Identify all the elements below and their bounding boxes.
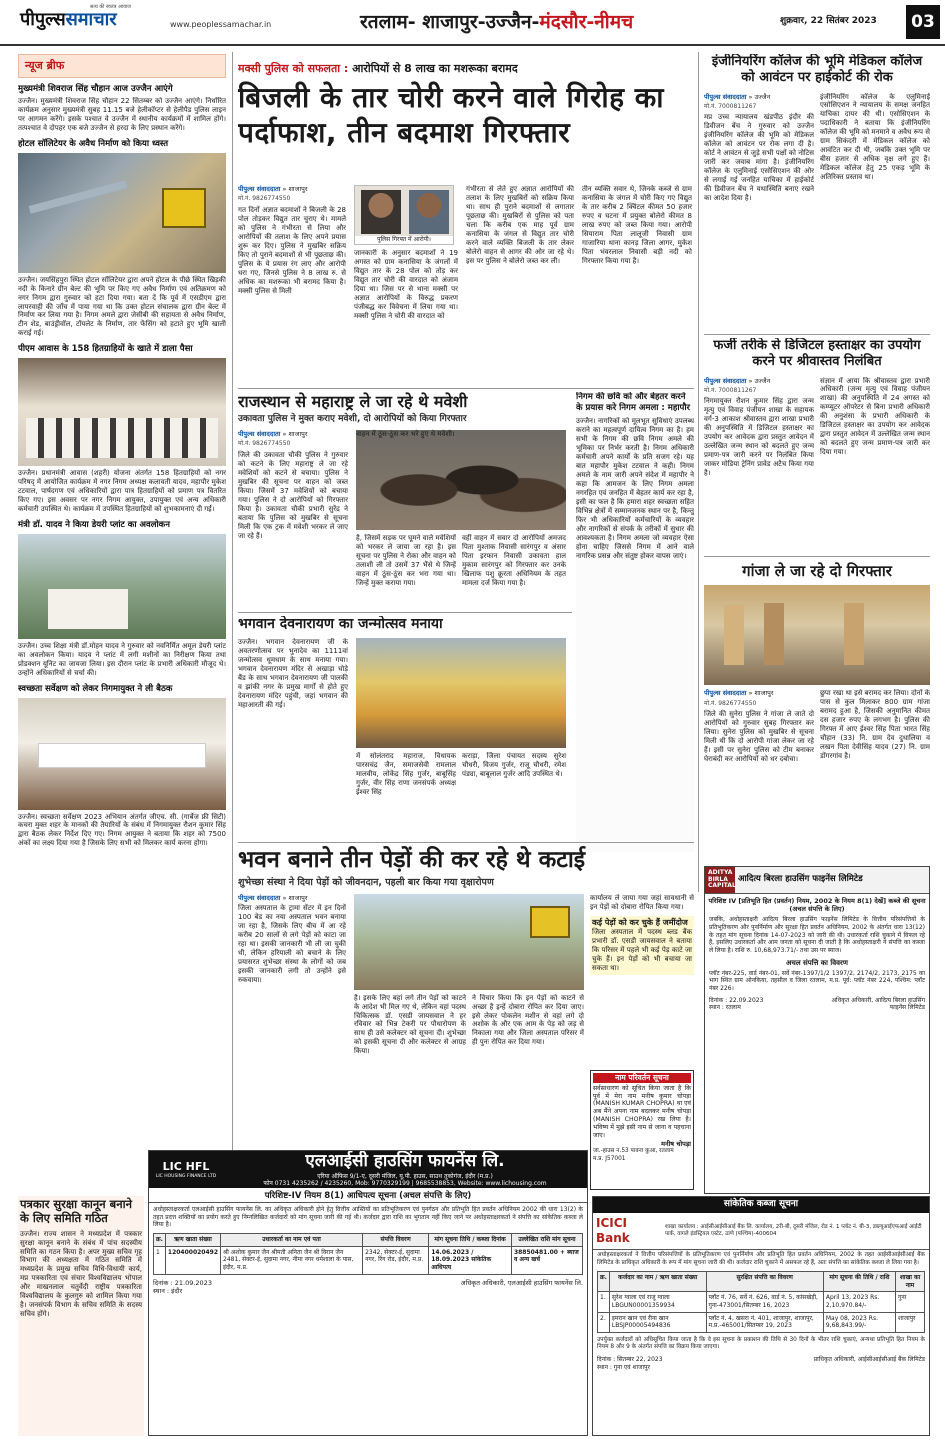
forgery-story: फर्जी तरीके से डिजिटल हस्ताक्षर का उपयोग करने पर श्रीवास्तव निलंबित पीपुल्स संवाददाता » उज्जैन मो.नं. 7000811267 निगमायुक्त रौशन कुमार सिंह द्वारा जन्म मृत्यु एवं विवाह पंजीयन शाखा के सहायक वर्ग-3 आकाश श्रीवास्तव द्वारा शाखा प्रभारी की अनुपस्थिति में डिजिटल हस्ताक्षर का उपयोग कर आवेदक द्वारा प्रस्तुत आवेदन में उल्लेखित जन्म स्थान को बदलते हुए जन्म प्रमाण-पत्र जारी करने पर निलंबित किया जाकर मोडिया ट्रेनिंग प्रावेड अटैच किया गया है। संज्ञान में आया कि श्रीवास्तव द्वारा प्रभारी अधिकारी (जन्म मृत्यु एवं विवाह पंजीयन शाखा) की अनुपस्थिति में 24 अगस्त को कम्प्यूटर ऑपरेटर से बिना प्रभारी अधिकारी की अनुशंसा के प्रभारी अधिकारी के डिजिटल हस्ताक्षर का उपयोग कर आवेदक द्वारा प्रस्तुत आवेदन में उल्लेखित जन्म स्थान को बदलते हुए जन्म प्रमाण-पत्र जारी कर दिया गया। (704, 338, 930, 478)
demolition-photo (18, 153, 226, 273)
aditya-birla-notice: ADITYA BIRLA CAPITAL आदित्य बिरला हाउसिंग फाइनेंस लिमिटेड परिशिष्ट IV [प्रतिभूति हित (प्रवर्तन) नियम, 2002 के नियम 8(1) देखें] कब्जे की सूचना (अचल संपत्ति के लिए) जबकि, अधोहस्ताक्षरी आदित्य बिरला हाउसिंग फाइनेंस लिमिटेड के वित्तीय परिसंपत्तियों के प्रतिभूतिकरण और पुनर्निर्माण और सुरक्षा हित प्रवर्तन अधिनियम, 2002 के अंतर्गत धारा 13(12) के तहत मांग सूचना दिनांक 14-07-2023 को जारी की थी। उधारकर्ता राशि चुकाने में विफल रहे हैं, इसलिए उधारकर्ता और आम जनता को सूचना दी जाती है कि अधोहस्ताक्षरी ने संपत्ति का कब्जा ले लिया है। राशि रु. 10,68,973.71/- तथा उस पर ब्याज। अचल संपत्ति का विवरण प्लॉट नंबर-225, वार्ड नंबर-01, सर्वे नंबर-1397/1/2 1397/2, 2174/2, 2173, 2175 का भाग स्थित ग्राम ओनकिया, तहसील व जिला रतलाम, म.प्र. पूर्व: प्लॉट नंबर 224, पश्चिम: प्लॉट नंबर 226। दिनांक : 22.09.2023 स्थान : रतलाम अधिकृत अधिकारी, आदित्य बिरला हाउसिंग फाइनेंस लिमिटेड (704, 866, 930, 1194)
ganja-headline: गांजा ले जा रहे दो गिरफ्तार (742, 562, 892, 580)
masthead (0, 0, 945, 46)
logo-text-b: समाचार (65, 9, 117, 30)
icici-table: क्र. कर्जदार का नाम / ऋण खाता संख्या सुरक्षित संपत्ति का विवरण मांग सूचना की तिथि / राशि शाखा का नाम 1. सुरेश ग्वाला एवं राजू ग्वाला LBGUN00001359934 प्लॉट नं. 76, सर्वे नं. 626, वार्ड नं. 5, कांसखेड़ी, गुना-473001/सितम्बर 16, 2023 April 13, 2023 Rs. 2,10,970.84/- गुना 2. इमरान खान एवं रीना खान LBSJP00005494836 प्लॉट नं. 4, खसरा नं. 401, शाजापुर, शाजापुर, म.प्र.-465001/सितम्बर 19, 2023 May 08, 2023 Rs. 9,68,843.99/- शाजापुर (597, 1271, 925, 1333)
edition-title: रतलाम- शाजापुर-उज्जैन-मंदसौर-नीमच (360, 11, 634, 33)
meeting-photo (18, 698, 226, 810)
tree-replant-photo (354, 894, 584, 990)
brief-item: होटल सॉलिटेयर के अवैध निर्माण को किया ध्वस्त उज्जैन। जयसिंहपुरा स्थित होटल सॉलिटेयर द्वारा अपने होटल के पीछे स्थित खिड़की नदी के किनारे ग्रीन बेल्ट की भूमि पर किए गए अवैध निर्माण एवं अतिक्रमण को नगर निगम द्वारा गुरुवार को हटा दिया गया। बता दें कि पूर्व में एसडीएम द्वारा लापरवाही की जाँच में पाया गया था कि उक्त होटल संचालक द्वारा ग्रीन बेल्ट में निर्माण कर लिया गया है। निगम अमले द्वारा जेसीबी की सहायता से अवैध निर्माण, टीन शेड, बाउंड्रीवॉल, टॉयलेट के निर्माण, तार फेंसिंग को हटाते हुए भूमि खाली कराई गई। (18, 138, 226, 338)
icici-notice: सांकेतिक कब्जा सूचना ICICI Bank शाखा कार्यालय : आईसीआईसीआई बैंक लि. कार्यालय, 2री-बी, दूसरी मंजिल, रोड नं. 1 प्लॉट नं. बी-3, डब्ल्यूआईएफआई आईटी पार्क, वागले इंडस्ट्रियल एस्टेट, ठाणे (पश्चिम)-400604 अधोहस्ताक्षरकर्ता ने वित्तीय परिसंपत्तियों के प्रतिभूतिकरण एवं पुनर्निर्माण और प्रतिभूति हित प्रवर्तन अधिनियम, 2002 के तहत आईसीआईसीआई बैंक लिमिटेड के प्राधिकृत अधिकारी के रूप में मांग सूचना जारी की थी। कर्जदार राशि चुकाने में असफल रहे हैं, अतः संपत्ति का सांकेतिक कब्जा ले लिया गया है। क्र. कर्जदार का नाम / ऋण खाता संख्या सुरक्षित संपत्ति का विवरण मांग सूचना की तिथि / राशि शाखा का नाम 1. सुरेश ग्वाला एवं राजू ग्वाला LBGUN00001359934 प्लॉट नं. 76, सर्वे नं. 626, वार्ड नं. 5, कांसखेड़ी, गुना-473001/सितम्बर 16, 2023 April 13, 2023 Rs. 2,10,970.84/- गुना 2. इमरान खान एवं रीना खान LBSJP00005494836 प्लॉट नं. 4, खसरा नं. 401, शाजापुर, शाजापुर, म.प्र.-465001/सितम्बर 19, 2023 May 08, 2023 Rs. 9,68,843.99/- शाजापुर उपर्युक्त कर्जदारों को अधिसूचित किया जाता है कि वे इस सूचना के प्रकाशन की तिथि से 30 दिनों के भीतर राशि चुकाएं, अन्यथा प्रतिभूति हित नियम के नियम 8 और 9 के अंतर्गत संपत्ति का विक्रय किया जाएगा। दिनांक : सितम्बर 22, 2023 स्थान : गुना एवं शाजापुर प्राधिकृत अधिकारी, आईसीआईसीआई बैंक लिमिटेड (592, 1196, 930, 1436)
lead-byline: पीपुल्स संवाददाता » शाजापुर (238, 185, 308, 193)
lead-mobile: मो.नं. 9826774550 (238, 195, 291, 203)
brief-item: पीएम आवास के 158 हितग्राहियों के खाते में डाला पैसा उज्जैन। प्रधानमंत्री आवास (शहरी) योजना अंतर्गत 158 हितग्राहियों को नगर परिषद् में आयोजित कार्यक्रम में नगर निगम अध्यक्ष कलावती यादव, महापौर मुकेश टटवाल, पार्षदगण एवं अधिकारियों द्वारा पात्र हितग्राहियों को प्रमाण पत्र वितरित किए गए। इस अवसर पर नगर निगम आयुक्त, उपायुक्त एवं अन्य अधिकारी कर्मचारी उपस्थित थे। कार्यक्रम में उपस्थित हितग्राहियों को शुभकामनाएं दी गईं। (18, 344, 226, 513)
cattle-headline: राजस्थान से महाराष्ट्र ले जा रहे थे मवेशी (238, 392, 468, 411)
brief-item: मंत्री डॉ. यादव ने किया डेयरी प्लांट का अवलोकन उज्जैन। उच्च शिक्षा मंत्री डॉ.मोहन यादव ने गुरुवार को नवनिर्मित अमूल डेयरी प्लांट का अवलोकन किया। यादव ने प्लांट में लगी मशीनों का निरीक्षण किया तथा प्रोडक्शन यूनिट का जायजा लिया। इस दौरान प्लांट के प्रभारी अधिकारी मौजूद थे। उन्होंने अधिकारियों से चर्चा की। (18, 519, 226, 677)
accused-photo: पुलिस गिरफ्त में आरोपी। (354, 185, 454, 245)
nigam-story: निगम की छवि को और बेहतर करने के प्रयास करे निगम अमला : महापौर उज्जैन। नागरिकों को मूलभूत सुविधाएं उपलब्ध कराने का महत्वपूर्ण दायित्व निगम का है। हम सभी के निगम की छवि निगम अमले की भूमिका पर निर्भर करती है। निगम अधिकारी कर्मचारी अपने कार्यों के प्रति सजग रहे। यह बात महापौर मुकेश टटवाल ने कही। निगम अमले के नाम जारी अपने संदेश में महापौर ने कहा कि आमजन के लिए निगम अमला नगरहित एवं जनहित में बेहतर कार्य कर रहा है, इसी का फल है कि हमारा शहर स्वच्छता सहित विभिन्न क्षेत्रों में सम्मानजनक स्थान पर है, किन्तु फिर भी अधिकारियों कर्मचारियों के व्यवहार और नागरिकों से संपर्क के तरीकों में सुधार की आवश्यकता है। निगम अमला जो व्यवहार ऐसा होना चाहिए जिससे निगम में आने वाले नागरिक प्रसन्न और संतुष्ट होकर वापस जाएं। (576, 392, 694, 852)
lichfl-table: क्र. ऋण खाता संख्या उधारकर्ता का नाम एवं पता संपत्ति विवरण मांग सूचना तिथि / कब्जा दिनांक उल्लेखित राशि मांग सूचना 1 120400020492 श्री अशोक कुमार जैन श्रीमती अनिता जैन श्री विरान जैन 2481, सेक्टर-ई, सुदामा नगर, नीमा नगर धर्मशाला के पास, इंदौर, म.प्र. 2342, सेक्टर-ई, सुदामा नगर, रिंग रोड, इंदौर, म.प्र. 14.06.2023 / 18.09.2023 सांकेतिक आधिपत्य 38850481.00 + ब्याज व अन्य खर्च (153, 1233, 583, 1275)
devnarayan-headline: भगवान देवनारायण का जन्मोत्सव मनाया (238, 616, 443, 632)
lichfl-notice: LIC HFL LIC HOUSING FINANCE LTD एलआईसी हाउसिंग फायनेंस लि. एरिया ऑफिस 9/1-ए, दूसरी मंजिल, यू.पी. हाउस, साउथ तुकोगंज, इंदौर (म.प्र.) फोन 0731 4235262 / 4235260, Mob: 9770329199 | 9685538853, Website: www.lichousing.com परिशिष्ट-IV नियम 8(1) आधिपत्य सूचना (अचल संपत्ति के लिए) अधोहस्ताक्षरकर्ता एलआईसी हाउसिंग फायनेंस लि. का अधिकृत अधिकारी होने हेतु वित्तीय आस्तियों का प्रतिभूतिकरण एवं पुनर्गठन और प्रतिभूति हित प्रवर्तन अधिनियम 2002 की धारा 13(2) के तहत प्रदत्त शक्तियों का प्रयोग करते हुए निम्नलिखित कर्जदारों को मांग सूचना जारी की गई थी। कर्जदार द्वारा राशि का भुगतान नहीं किए जाने पर अधोहस्ताक्षरकर्ता ने संपत्ति का सांकेतिक कब्जा ले लिया है। क्र. ऋण खाता संख्या उधारकर्ता का नाम एवं पता संपत्ति विवरण मांग सूचना तिथि / कब्जा दिनांक उल्लेखित राशि मांग सूचना 1 120400020492 श्री अशोक कुमार जैन श्रीमती अनिता जैन श्री विरान जैन 2481, सेक्टर-ई, सुदामा नगर, नीमा नगर धर्मशाला के पास, इंदौर, म.प्र. 2342, सेक्टर-ई, सुदामा नगर, रिंग रोड, इंदौर, म.प्र. 14.06.2023 / 18.09.2023 सांकेतिक आधिपत्य 38850481.00 + ब्याज व अन्य खर्च दिनांक : 21.09.2023 स्थान : इंदौर अधिकृत अधिकारी, एलआईसी हाउसिंग फायनेंस लि. (148, 1150, 588, 1436)
journalist-headline: पत्रकार सुरक्षा कानून बनाने के लिए समिति गठित (20, 1197, 132, 1225)
pm-awas-photo (18, 358, 226, 466)
website-link[interactable]: www.peoplessamachar.in (170, 20, 272, 29)
brief-item: मुख्यमंत्री शिवराज सिंह चौहान आज उज्जैन आएंगे उज्जैन। मुख्यमंत्री शिवराज सिंह चौहान 22 सितम्बर को उज्जैन आएंगे। निर्धारित कार्यक्रम अनुसार मुख्यमंत्री सुबह 11.15 बजे हेलीकॉप्टर से हेलीपैड पुलिस लाइन पर आगमन करेंगे। इसके पश्चात वे उज्जैन में स्थानीय कार्यक्रमों में शामिल होंगे। तत्पश्चात वे दोपहर एक बजे उज्जैन से हरदा के लिए प्रस्थान करेंगे। (18, 84, 226, 132)
dairy-plant-photo (18, 534, 226, 639)
trees-subhead: शुभेच्छा संस्था ने दिया पेड़ों को जीवनदान, पहली बार किया गया वृक्षारोपण (238, 877, 494, 889)
brief-item: स्वच्छता सर्वेक्षण को लेकर निगमायुक्त ने ली बैठक उज्जैन। स्वच्छता सर्वेक्षण 2023 अभियान अंतर्गत जीएच. सी. (गार्बेज फ्री सिटी) कचरा मुक्त शहर के मानकों की तैयारियों के संबंध में निगमायुक्त रौशन कुमार सिंह द्वारा बैठक लेकर निर्देश दिए गए। निगम आयुक्त ने बताया कि शहर को 7500 अंकों का लक्ष्य दिया गया है जिसके लिए सभी को मिलकर कार्य करना होगा। (18, 683, 226, 848)
devnarayan-story: भगवान देवनारायण का जन्मोत्सव मनाया उज्जैन। भगवान देवनारायण जी के अवतरणोत्सव पर भुनादेव का 1111वां जन्मोत्सव धूमधाम के साथ मनाया गया। भगवान देवनारायण मंदिर से अखाड़ा घोड़े बैंड के साथ भगवान देवनारायण जी पालकी व झांकी नगर के प्रमुख मार्गों से होते हुए देवनारायण मंदिर पहुंची, जहां भगवान की महाआरती की गई। में सोलंतराद महाराज, विधायक पारसचंद्र जैन, समाजसेवी रामलाल मालवीय, लोकेंद्र सिंह गुर्जर, बाबूसिंह गुर्जर, वीर सिंह राणा जनसंपर्क अध्यक्ष ईश्वर सिंह कराड़ा, जिला पंचायत सदस्य सुरेश चौधरी, विजय गुर्जर, राजू चौधरी, रमेश पंड्या, बाबूलाल गुर्जर आदि उपस्थित थे। (238, 616, 566, 796)
cattle-subhead: उकावता पुलिस ने मुक्त कराए मवेशी, दो आरोपियों को किया गिरफ्तार (238, 414, 467, 425)
trees-story: भवन बनाने तीन पेड़ों की कर रहे थे कटाई शुभेच्छा संस्था ने दिया पेड़ों को जीवनदान, पहली बार किया गया वृक्षारोपण पीपुल्स संवाददाता » शाजापुर जिला अस्पताल के ट्रामा सेंटर में इन दिनों 100 बेड का नया अस्पताल भवन बनाया जा रहा है, जिसके लिए बीच में आ रहे करीब 20 सालों से लगे पेड़ों को काटा जा रहा था। इसकी जानकारी भी ली जा चुकी थी, लेकिन हरियाली को बचाने के लिए प्रयासरत शुभेच्छा संस्था के लोगों को जब इसकी जानकारी लगी तो उन्होंने इसे रुकवाया। है। इसके लिए बहां लगे तीन पेड़ों को काटने के आदेश भी मिल गए थे, लेकिन वहां पदस्थ चिकित्सक डॉ. एसडी जायसवाल ने हर रविवार को भिन्न टेकरी पर पौधारोपण के साथ ही उसे कलेक्टर को सूचना दी। शुभेच्छा को इसकी सूचना दी और कलेक्टर से आग्रह किया। ने विचार किया कि इन पेड़ों को काटने से अच्छा है इन्हें दोबारा रोपित कर दिया जाए। इसे लेकर पोकलेन मशीन से वहां लगे दो अशोक के और एक आम के पेड़ को जड़ से निकाला गया और जिला अस्पताल परिसर में ही पुनः रोपित कर दिया गया। कार्यालय ले जाया गया जहां सावधानी से इन पेड़ों को दोबारा रोपित किया गया। कई पेड़ों को कर चुके हैं जमींदोज जिला अस्पताल में पदस्थ ब्लड बैंक प्रभारी डॉ. एसडी जायसवाल ने बताया कि परिसर में पहले भी कई पेड़ काटे जा चुके हैं। इन पेड़ों को भी बचाया जा सकता था। (238, 847, 694, 1056)
logo-text-a: पीपुल्स (20, 9, 66, 30)
lead-kicker: मक्सी पुलिस को सफलता : आरोपियों से 8 लाख का मशरूका बरामद (238, 62, 518, 75)
newspaper-logo[interactable] (20, 4, 272, 38)
page-number: 03 (906, 5, 940, 39)
nigam-headline: निगम की छवि को और बेहतर करने के प्रयास करे निगम अमला : महापौर (576, 392, 691, 413)
lead-headline: बिजली के तार चोरी करने वाले गिरोह का पर्दाफाश, तीन बदमाश गिरफ्तार (238, 81, 665, 150)
lead-story-body: पीपुल्स संवाददाता » शाजापुर मो.नं. 9826774550 गत दिनों अज्ञात बदमाशों ने बिजली के 28 पोल तोड़कर विद्युत तार चुराए थे। मामले को पुलिस ने गंभीरता से लिया और आरोपियों की तलाश के लिए अपने प्रयास शुरू कर दिए। पुलिस ने मुखबिर सक्रिय किए तो पुराने बदमाशों से भी पूछताछ की। पुलिस के ये प्रयास रंग लाए और आरोपी धरा गए, जिनसे पुलिस ने 8 लाख रु. से अधिक का मशरूका भी बरामद किया है। मक्सी पुलिस से मिली पुलिस गिरफ्त में आरोपी। जानकारी के अनुसार बदमाशों ने 19 अगस्त को ग्राम कनासिया के जंगलों में विद्युत तार के 28 पोल को तोड़ कर विद्युत तार चोरी की वारदात को अंजाम दिया था। जिस पर से थाना मक्सी पर अज्ञात आरोपियों के विरुद्ध प्रकरण पंजीबद्ध कर विवेचना में लिया गया था। मक्सी पुलिस ने चोरी की वारदात को गंभीरता से लेते हुए अज्ञात आरोपियों की तलाश के लिए मुखबिरों को सक्रिय किया था। साथ ही पुराने बदमाशों से लगातार पूछताछ की। मुखबिरों से पुलिस को पता चला कि करीब एक माह पूर्व ग्राम कनासिया के जंगल से विद्युत तार चोरी करने वाले व्यक्ति बिजली के तार लेकर बोलेरो वाहन से आगर की ओर जा रहे थे। इस पर पुलिस ने बोलेरो जब्त कर ली। तीन व्यक्ति सवार थे, जिनके कब्जे से ग्राम कनासिया के जंगल में चोरी किए गए विद्युत के तार करीब 2 क्विंटल कीमत 50 हजार रुपए व घटना में प्रयुक्त बोलेरो कीमत 8 लाख रुपए को जब्त किया गया। आरोपी सियाराम पिता लालूजी निवासी ग्राम गाजारिया थाना कानड़ जिला आगर, मुकेश पिता भंवरलाल निवासी बड़ी नदी को गिरफ्तार किया गया है। (238, 185, 692, 320)
trees-headline: भवन बनाने तीन पेड़ों की कर रहे थे कटाई (238, 847, 586, 873)
journalist-story: पत्रकार सुरक्षा कानून बनाने के लिए समिति गठित उज्जैन। राज्य शासन ने मध्यप्रदेश में पत्रकार सुरक्षा कानून बनाने के संबंध में पांच सदस्यीय समिति का गठन किया है। अपर मुख्य सचिव गृह विभाग की अध्यक्षता में गठित समिति में मध्यप्रदेश के प्रमुख सचिव विधि-विधायी कार्य, मप्र पत्रकारिता एवं संचार विश्वविद्यालय भोपाल और माखनलाल चतुर्वेदी राष्ट्रीय पत्रकारिता विश्वविद्यालय के कुलगुरु को शामिल किया गया है। जनसंपर्क विभाग के सचिव समिति के सदस्य सचिव होंगे। (18, 1196, 144, 1436)
news-brief-column (18, 54, 226, 1184)
name-change-notice: नाम परिवर्तन सूचना सर्वसाधारण को सूचित किया जाता है कि पूर्व में मेरा नाम मनीष कुमार चोपड़ा (MANISH KUMAR CHOPRA) था एवं अब मैंने अपना नाम बदलकर मनीष चोपड़ा (MANISH CHOPRA) रख लिया है। भविष्य में मुझे इसी नाम से जाना व पहचाना जाए। मनीष चोपड़ा जा.-हाउस न.53 पावना कुआ, रतलाम म.प्र. J57001 (590, 1070, 694, 1190)
cattle-story: राजस्थान से महाराष्ट्र ले जा रहे थे मवेशी उकावता पुलिस ने मुक्त कराए मवेशी, दो आरोपियों को किया गिरफ्तार पीपुल्स संवाददाता » शाजापुर मो.नं. 9826774550 जिले की उकावता चौकी पुलिस ने गुरुवार को कटने के लिए महाराष्ट्र ले जा रहे मवेशियों को कटने से बचाया। पुलिस ने मुखबिर की सूचना पर वाहन को जब्त किया। जिसमें 37 मवेशियों को बचाया गया। पुलिस ने दो आरोपियों को गिरफ्तार किया है। उकावता चौकी प्रभारी सुरेंद्र ने बताया कि पुलिस को मुखबिर से सूचना मिली कि एक ट्रक में मवेशी भरकर ले जाए जा रहे हैं। वाहन में ठूंस-ठूंस कर भरे हुए थे मवेशी। है, जिसमें सड़क पर घूमने वाले मवेशियों को भरकर ले जाया जा रहा है। इस सूचना पर पुलिस ने रोका और वाहन को तलाशी ली तो उसमें 37 भैंसे थे जिन्हें वाहन में ठूंस-ठूंस कर भरा गया था। जिन्हें मुक्त कराया गया। वहीं वाहन में सवार दो आरोपियों अमजद पिता मुश्ताक निवासी सारंगपुर व अंसार पिता इरफान निवासी उकावता हाल मुकाम सारंगपुर को गिरफ्तार कर उनके खिलाफ पशु क्रूरता अधिनियम के तहत मामला दर्ज किया गया है। (238, 392, 566, 587)
forgery-headline: फर्जी तरीके से डिजिटल हस्ताक्षर का उपयोग करने पर श्रीवास्तव निलंबित (713, 338, 921, 370)
news-brief-label: न्यूज ब्रीफ (18, 54, 226, 78)
ganja-photo (704, 585, 930, 685)
logo-tagline: सत्य की स्वतंत्र आवाज (90, 4, 131, 10)
engineering-story: इंजीनियरिंग कॉलेज की भूमि मेडिकल कॉलेज को आवंटन पर हाईकोर्ट की रोक पीपुल्स संवाददाता » उज्जैन मो.नं. 7000811267 मप्र उच्च न्यायालय खंडपीठ इंदौर की डिवीजन बेंच ने गुरुवार को उज्जैन इंजीनियरिंग कॉलेज की भूमि को मेडिकल कॉलेज को आवंटन पर रोक लगा दी है। कोर्ट ने आवंटन से जुड़े सभी पक्षों को नोटिस जारी कर जवाब मांगा है। इंजीनियरिंग कॉलेज के एलुमिनाई एसोसिएशन की ओर से लगाई गई जनहित याचिका में हाईकोर्ट की डिवीजन बेंच ने यथास्थिति बनाए रखने का आदेश दिया है। इंजीनियरिंग कॉलेज के एलुमिनाई एसोसिएशन ने न्यायालय के समक्ष जनहित याचिका दायर की थी। एसोसिएशन के पदाधिकारी ने बताया कि इंजीनियरिंग कॉलेज की भूमि को मनमाने व अवैध रूप से ग्राम सिकंदरी में मेडिकल कॉलेज को आवंटित कर दी थी, जबकि उक्त भूमि पर बीस हजार से अधिक वृक्ष लगे हुए हैं। मेडिकल कॉलेज हेतु 25 एकड़ भूमि के अतिरिक्त प्रस्ताव था। (704, 54, 930, 203)
cattle-photo: वाहन में ठूंस-ठूंस कर भरे हुए थे मवेशी। (356, 430, 566, 530)
procession-photo (356, 638, 566, 748)
ganja-story: गांजा ले जा रहे दो गिरफ्तार पीपुल्स संवाददाता » शाजापुर मो.नं. 9826774550 जिले की सुनेरा पुलिस ने गांजा ले जाते दो आरोपियों को गुरुवार सुबह गिरफ्तार कर लिया। सुनेरा पुलिस को मुखबिर से सूचना मिली थी कि दो आरोपी गांजा लेकर जा रहे हैं। इसी पर सुनेरा पुलिस को टीम बनाकर घेराबंदी कर आरोपियों को धर दबोचा। छुपा रखा था इसे बरामद कर लिया। दोनों के पास से कुल मिलाकर 800 ग्राम गांजा बरामद हुआ है, जिसकी अनुमानित कीमत दस हजार रुपए के लगभग है। पुलिस की गिरफ्त में आए ईश्वर सिंह पिता भारत सिंह चौहान (33) नि. ग्राम देव दुधालिया व लखन पिता देवीसिंह यादव (27) नि. ग्राम डोंगरगांव है। (704, 562, 930, 763)
engineering-headline: इंजीनियरिंग कॉलेज की भूमि मेडिकल कॉलेज को आवंटन पर हाईकोर्ट की रोक (711, 54, 923, 86)
issue-date: शुक्रवार, 22 सितंबर 2023 (780, 16, 877, 26)
